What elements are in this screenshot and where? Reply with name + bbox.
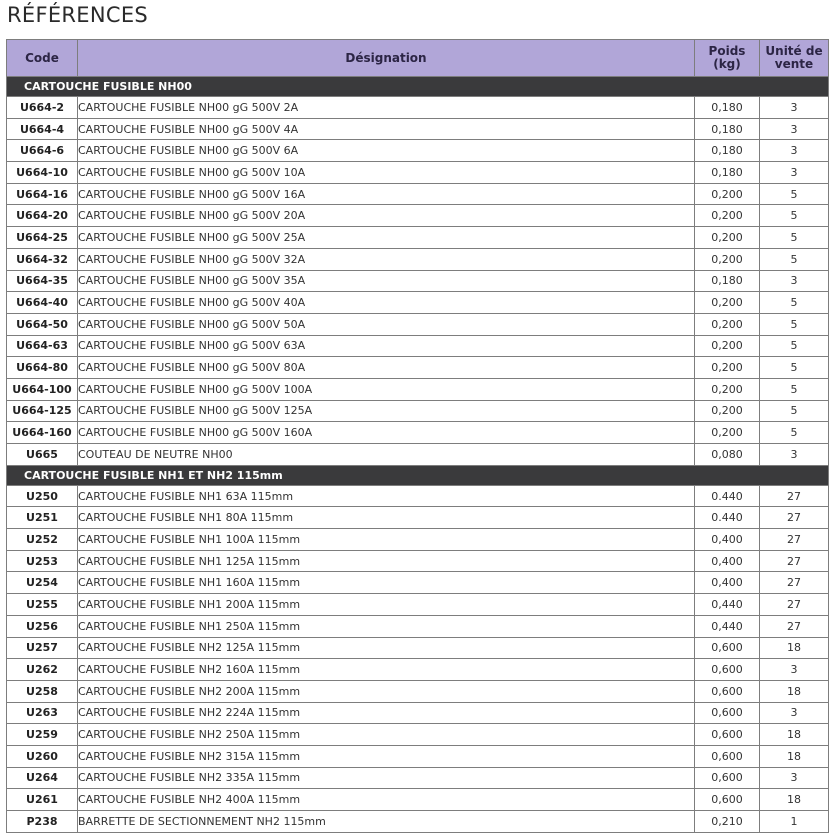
cell-unite: 3 (760, 767, 829, 789)
cell-unite: 27 (760, 572, 829, 594)
table-body (7, 77, 829, 833)
cell-unite: 18 (760, 745, 829, 767)
cell-designation: CARTOUCHE FUSIBLE NH00 gG 500V 160A (78, 422, 695, 444)
cell-designation: CARTOUCHE FUSIBLE NH1 100A 115mm (78, 529, 695, 551)
cell-poids: 0,210 (695, 811, 760, 833)
cell-designation: CARTOUCHE FUSIBLE NH2 125A 115mm (78, 637, 695, 659)
cell-designation: CARTOUCHE FUSIBLE NH2 160A 115mm (78, 659, 695, 681)
cell-poids: 0,200 (695, 422, 760, 444)
table-row (7, 378, 829, 400)
table-row (7, 422, 829, 444)
cell-unite: 27 (760, 615, 829, 637)
cell-code: P238 (7, 811, 78, 833)
section-header-row (7, 77, 829, 97)
cell-code: U250 (7, 485, 78, 507)
cell-unite: 5 (760, 292, 829, 314)
cell-poids: 0,200 (695, 248, 760, 270)
cell-poids: 0,600 (695, 767, 760, 789)
cell-designation: CARTOUCHE FUSIBLE NH2 400A 115mm (78, 789, 695, 811)
table-row (7, 789, 829, 811)
cell-code: U664-63 (7, 335, 78, 357)
table-row (7, 357, 829, 379)
cell-designation: CARTOUCHE FUSIBLE NH00 gG 500V 10A (78, 162, 695, 184)
cell-code: U665 (7, 444, 78, 466)
cell-unite: 27 (760, 529, 829, 551)
cell-poids: 0,600 (695, 702, 760, 724)
cell-code: U664-4 (7, 118, 78, 140)
cell-poids: 0,200 (695, 292, 760, 314)
cell-designation: CARTOUCHE FUSIBLE NH2 200A 115mm (78, 680, 695, 702)
cell-code: U664-6 (7, 140, 78, 162)
cell-poids: 0,200 (695, 205, 760, 227)
cell-poids: 0,200 (695, 378, 760, 400)
cell-code: U664-10 (7, 162, 78, 184)
cell-code: U255 (7, 594, 78, 616)
header-designation: Désignation (78, 40, 695, 77)
cell-poids: 0,180 (695, 118, 760, 140)
cell-unite: 3 (760, 702, 829, 724)
cell-poids: 0,600 (695, 745, 760, 767)
table-row (7, 97, 829, 119)
table-row (7, 183, 829, 205)
cell-code: U664-32 (7, 248, 78, 270)
cell-code: U259 (7, 724, 78, 746)
header-poids (695, 40, 760, 77)
cell-code: U258 (7, 680, 78, 702)
cell-code: U664-80 (7, 357, 78, 379)
table-row (7, 270, 829, 292)
header-unite (760, 40, 829, 77)
table-row (7, 745, 829, 767)
cell-unite: 5 (760, 227, 829, 249)
cell-poids: 0,200 (695, 183, 760, 205)
cell-unite: 5 (760, 313, 829, 335)
table-row (7, 205, 829, 227)
table-row (7, 811, 829, 833)
cell-unite: 18 (760, 637, 829, 659)
table-row (7, 507, 829, 529)
cell-unite: 27 (760, 507, 829, 529)
cell-unite: 5 (760, 400, 829, 422)
cell-unite: 3 (760, 162, 829, 184)
table-row (7, 162, 829, 184)
cell-designation: CARTOUCHE FUSIBLE NH00 gG 500V 100A (78, 378, 695, 400)
cell-designation: CARTOUCHE FUSIBLE NH00 gG 500V 32A (78, 248, 695, 270)
cell-poids: 0.440 (695, 507, 760, 529)
cell-designation: BARRETTE DE SECTIONNEMENT NH2 115mm (78, 811, 695, 833)
table-row (7, 118, 829, 140)
cell-code: U664-160 (7, 422, 78, 444)
table-row (7, 572, 829, 594)
cell-designation: CARTOUCHE FUSIBLE NH00 gG 500V 63A (78, 335, 695, 357)
cell-designation: CARTOUCHE FUSIBLE NH2 335A 115mm (78, 767, 695, 789)
cell-poids: 0,600 (695, 637, 760, 659)
cell-designation: CARTOUCHE FUSIBLE NH00 gG 500V 25A (78, 227, 695, 249)
cell-code: U263 (7, 702, 78, 724)
cell-code: U664-20 (7, 205, 78, 227)
cell-unite: 18 (760, 680, 829, 702)
cell-designation: CARTOUCHE FUSIBLE NH2 224A 115mm (78, 702, 695, 724)
cell-code: U256 (7, 615, 78, 637)
header-unite-label: Unité de vente (765, 44, 823, 71)
table-row (7, 140, 829, 162)
cell-designation: CARTOUCHE FUSIBLE NH00 gG 500V 6A (78, 140, 695, 162)
table-header-row (7, 40, 829, 77)
cell-code: U251 (7, 507, 78, 529)
cell-poids: 0,440 (695, 615, 760, 637)
cell-code: U261 (7, 789, 78, 811)
cell-unite: 3 (760, 444, 829, 466)
table-row (7, 680, 829, 702)
cell-unite: 1 (760, 811, 829, 833)
table-row (7, 292, 829, 314)
cell-unite: 3 (760, 270, 829, 292)
cell-code: U664-35 (7, 270, 78, 292)
cell-designation: CARTOUCHE FUSIBLE NH1 250A 115mm (78, 615, 695, 637)
cell-unite: 5 (760, 183, 829, 205)
cell-poids: 0,200 (695, 400, 760, 422)
cell-code: U254 (7, 572, 78, 594)
cell-designation: CARTOUCHE FUSIBLE NH00 gG 500V 2A (78, 97, 695, 119)
table-row (7, 529, 829, 551)
table-row (7, 313, 829, 335)
cell-designation: CARTOUCHE FUSIBLE NH00 gG 500V 20A (78, 205, 695, 227)
cell-unite: 18 (760, 724, 829, 746)
cell-unite: 18 (760, 789, 829, 811)
cell-designation: CARTOUCHE FUSIBLE NH00 gG 500V 80A (78, 357, 695, 379)
cell-code: U664-40 (7, 292, 78, 314)
references-table (6, 39, 829, 833)
cell-code: U262 (7, 659, 78, 681)
cell-unite: 5 (760, 335, 829, 357)
cell-poids: 0,200 (695, 313, 760, 335)
cell-code: U260 (7, 745, 78, 767)
cell-designation: CARTOUCHE FUSIBLE NH1 80A 115mm (78, 507, 695, 529)
cell-code: U664-100 (7, 378, 78, 400)
cell-unite: 5 (760, 378, 829, 400)
cell-unite: 5 (760, 205, 829, 227)
cell-designation: CARTOUCHE FUSIBLE NH1 125A 115mm (78, 550, 695, 572)
cell-unite: 5 (760, 422, 829, 444)
cell-unite: 27 (760, 594, 829, 616)
table-row (7, 335, 829, 357)
cell-poids: 0,440 (695, 594, 760, 616)
cell-unite: 3 (760, 140, 829, 162)
table-row (7, 724, 829, 746)
cell-code: U257 (7, 637, 78, 659)
table-row (7, 248, 829, 270)
table-row (7, 400, 829, 422)
cell-unite: 27 (760, 485, 829, 507)
cell-poids: 0,080 (695, 444, 760, 466)
cell-code: U253 (7, 550, 78, 572)
cell-designation: CARTOUCHE FUSIBLE NH00 gG 500V 35A (78, 270, 695, 292)
table-row (7, 659, 829, 681)
cell-unite: 3 (760, 97, 829, 119)
table-row (7, 767, 829, 789)
cell-poids: 0,180 (695, 162, 760, 184)
cell-unite: 5 (760, 357, 829, 379)
table-row (7, 637, 829, 659)
cell-unite: 3 (760, 118, 829, 140)
cell-poids: 0,600 (695, 724, 760, 746)
cell-unite: 27 (760, 550, 829, 572)
cell-poids: 0,200 (695, 227, 760, 249)
cell-poids: 0,400 (695, 572, 760, 594)
cell-code: U664-16 (7, 183, 78, 205)
cell-designation: CARTOUCHE FUSIBLE NH1 160A 115mm (78, 572, 695, 594)
table-row (7, 594, 829, 616)
section-title: CARTOUCHE FUSIBLE NH00 (7, 77, 829, 97)
header-poids-label: Poids (kg) (708, 44, 746, 71)
cell-designation: CARTOUCHE FUSIBLE NH2 250A 115mm (78, 724, 695, 746)
cell-code: U264 (7, 767, 78, 789)
cell-code: U664-50 (7, 313, 78, 335)
table-row (7, 444, 829, 466)
cell-designation: CARTOUCHE FUSIBLE NH1 63A 115mm (78, 485, 695, 507)
cell-poids: 0,600 (695, 789, 760, 811)
header-code: Code (7, 40, 78, 77)
cell-code: U664-25 (7, 227, 78, 249)
table-row (7, 550, 829, 572)
cell-code: U664-125 (7, 400, 78, 422)
section-header-row (7, 465, 829, 485)
cell-code: U664-2 (7, 97, 78, 119)
cell-designation: CARTOUCHE FUSIBLE NH2 315A 115mm (78, 745, 695, 767)
table-row (7, 485, 829, 507)
cell-poids: 0,180 (695, 270, 760, 292)
cell-unite: 3 (760, 659, 829, 681)
cell-designation: CARTOUCHE FUSIBLE NH00 gG 500V 50A (78, 313, 695, 335)
cell-designation: CARTOUCHE FUSIBLE NH1 200A 115mm (78, 594, 695, 616)
table-row (7, 615, 829, 637)
cell-poids: 0,400 (695, 529, 760, 551)
cell-poids: 0,180 (695, 140, 760, 162)
cell-poids: 0,200 (695, 335, 760, 357)
cell-poids: 0,200 (695, 357, 760, 379)
cell-poids: 0,600 (695, 659, 760, 681)
page-title: RÉFÉRENCES (7, 3, 149, 27)
table-row (7, 227, 829, 249)
cell-code: U252 (7, 529, 78, 551)
cell-poids: 0,180 (695, 97, 760, 119)
cell-designation: CARTOUCHE FUSIBLE NH00 gG 500V 16A (78, 183, 695, 205)
section-title: CARTOUCHE FUSIBLE NH1 ET NH2 115mm (7, 465, 829, 485)
cell-unite: 5 (760, 248, 829, 270)
cell-poids: 0.440 (695, 485, 760, 507)
cell-designation: CARTOUCHE FUSIBLE NH00 gG 500V 40A (78, 292, 695, 314)
cell-designation: COUTEAU DE NEUTRE NH00 (78, 444, 695, 466)
cell-poids: 0,600 (695, 680, 760, 702)
cell-poids: 0,400 (695, 550, 760, 572)
cell-designation: CARTOUCHE FUSIBLE NH00 gG 500V 125A (78, 400, 695, 422)
cell-designation: CARTOUCHE FUSIBLE NH00 gG 500V 4A (78, 118, 695, 140)
table-row (7, 702, 829, 724)
